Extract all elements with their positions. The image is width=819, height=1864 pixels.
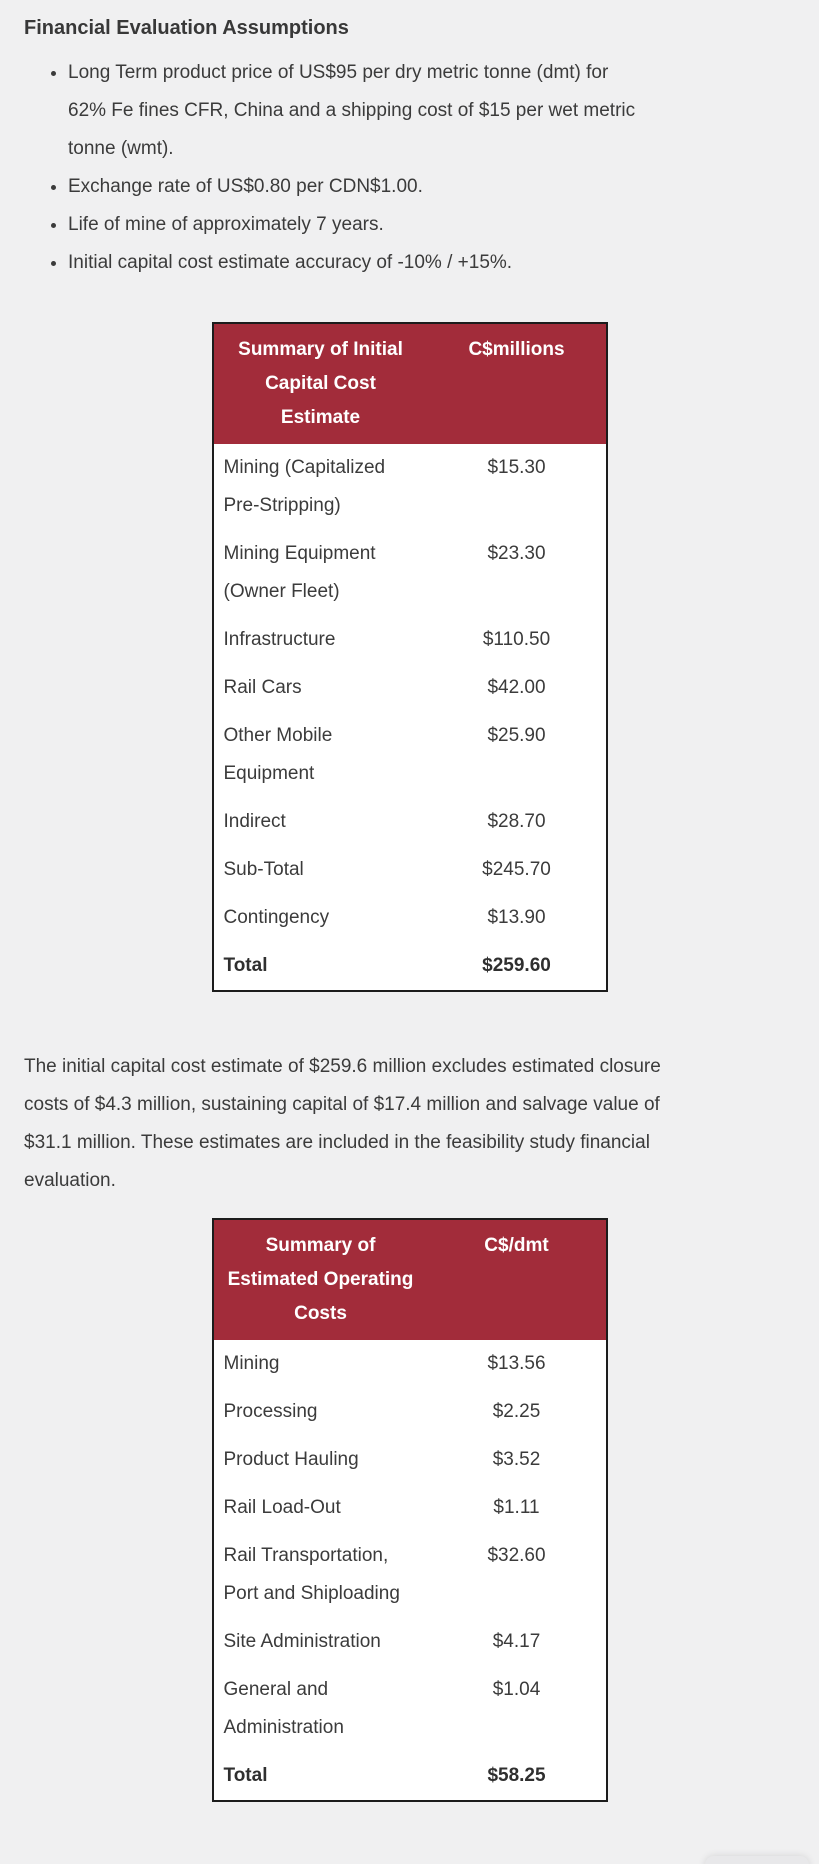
row-label-cell: Total xyxy=(213,1752,428,1801)
row-label-cell: Rail Load-Out xyxy=(213,1484,428,1532)
row-value-cell: $245.70 xyxy=(428,846,607,894)
table-row xyxy=(213,530,607,616)
row-label-cell: Product Hauling xyxy=(213,1436,428,1484)
row-label-cell: Infrastructure xyxy=(213,616,428,664)
table-row xyxy=(213,1618,607,1666)
table-row xyxy=(213,444,607,530)
table-row xyxy=(213,712,607,798)
row-value-cell: $13.90 xyxy=(428,894,607,942)
row-label-cell: Other Mobile Equipment xyxy=(213,712,428,798)
list-item: • Exchange rate of US$0.80 per CDN$1.00. xyxy=(68,168,640,206)
capital-cost-table-body xyxy=(213,444,607,991)
floating-widget-edge xyxy=(705,1856,809,1864)
row-value-cell: $28.70 xyxy=(428,798,607,846)
table-row xyxy=(213,798,607,846)
row-label-cell: Mining xyxy=(213,1340,428,1388)
row-label-cell: Rail Cars xyxy=(213,664,428,712)
list-item: • Initial capital cost estimate accuracy of -10% / +15%. xyxy=(68,244,640,282)
row-value-cell: $42.00 xyxy=(428,664,607,712)
row-label-cell: Contingency xyxy=(213,894,428,942)
operating-cost-table-header xyxy=(213,1219,607,1340)
row-value-cell: $25.90 xyxy=(428,712,607,798)
row-label-cell: Indirect xyxy=(213,798,428,846)
table-title-cell xyxy=(213,1219,428,1340)
row-label-cell: Site Administration xyxy=(213,1618,428,1666)
row-label-cell: Sub-Total xyxy=(213,846,428,894)
table-row xyxy=(213,1436,607,1484)
row-value-cell: $1.04 xyxy=(428,1666,607,1752)
table-row xyxy=(213,1752,607,1801)
page-title: Financial Evaluation Assumptions xyxy=(24,17,349,39)
row-value-cell: $13.56 xyxy=(428,1340,607,1388)
table-unit-header: C$millions xyxy=(428,323,607,444)
table-row xyxy=(213,894,607,942)
row-value-cell: $2.25 xyxy=(428,1388,607,1436)
row-value-cell: $259.60 xyxy=(428,942,607,991)
table-row xyxy=(213,846,607,894)
row-value-cell: $32.60 xyxy=(428,1532,607,1618)
row-label-cell: Mining (Capitalized Pre-Stripping) xyxy=(213,444,428,530)
table-row xyxy=(213,1484,607,1532)
row-label-cell: Total xyxy=(213,942,428,991)
table-title: Summary of Estimated Operating Costs xyxy=(227,1235,414,1324)
table-row xyxy=(213,616,607,664)
table-row xyxy=(213,664,607,712)
row-value-cell: $15.30 xyxy=(428,444,607,530)
capital-cost-table-header xyxy=(213,323,607,444)
row-value-cell: $110.50 xyxy=(428,616,607,664)
row-label-cell: General and Administration xyxy=(213,1666,428,1752)
table-row xyxy=(213,942,607,991)
table-row xyxy=(213,1388,607,1436)
table-row xyxy=(213,1666,607,1752)
list-item: • Life of mine of approximately 7 years. xyxy=(68,206,640,244)
row-label-cell: Processing xyxy=(213,1388,428,1436)
table-row xyxy=(213,1340,607,1388)
row-value-cell: $3.52 xyxy=(428,1436,607,1484)
table-unit-header: C$/dmt xyxy=(428,1219,607,1340)
capital-cost-table xyxy=(212,322,608,992)
table-title-cell xyxy=(213,323,428,444)
operating-cost-table xyxy=(212,1218,608,1802)
row-value-cell: $58.25 xyxy=(428,1752,607,1801)
row-value-cell: $4.17 xyxy=(428,1618,607,1666)
row-label-cell: Mining Equipment (Owner Fleet) xyxy=(213,530,428,616)
table-header-row xyxy=(213,323,607,444)
table-row xyxy=(213,1532,607,1618)
capital-cost-note: The initial capital cost estimate of $259.6 million excludes estimated closure costs of $4.3 million, sustaining capital of $17.4 million and salvage value of $31.1 million. These estimates are included in the feasibility study financial evaluation. xyxy=(24,1056,661,1191)
table-header-row xyxy=(213,1219,607,1340)
operating-cost-table-body xyxy=(213,1340,607,1801)
row-value-cell: $23.30 xyxy=(428,530,607,616)
row-value-cell: $1.11 xyxy=(428,1484,607,1532)
row-label-cell: Rail Transportation, Port and Shiploading xyxy=(213,1532,428,1618)
list-item: • Long Term product price of US$95 per dry metric tonne (dmt) for 62% Fe fines CFR, China and a shipping cost of $15 per wet metric tonne (wmt). xyxy=(68,54,640,168)
assumptions-list xyxy=(0,54,819,282)
table-title: Summary of Initial Capital Cost Estimate xyxy=(238,339,403,428)
